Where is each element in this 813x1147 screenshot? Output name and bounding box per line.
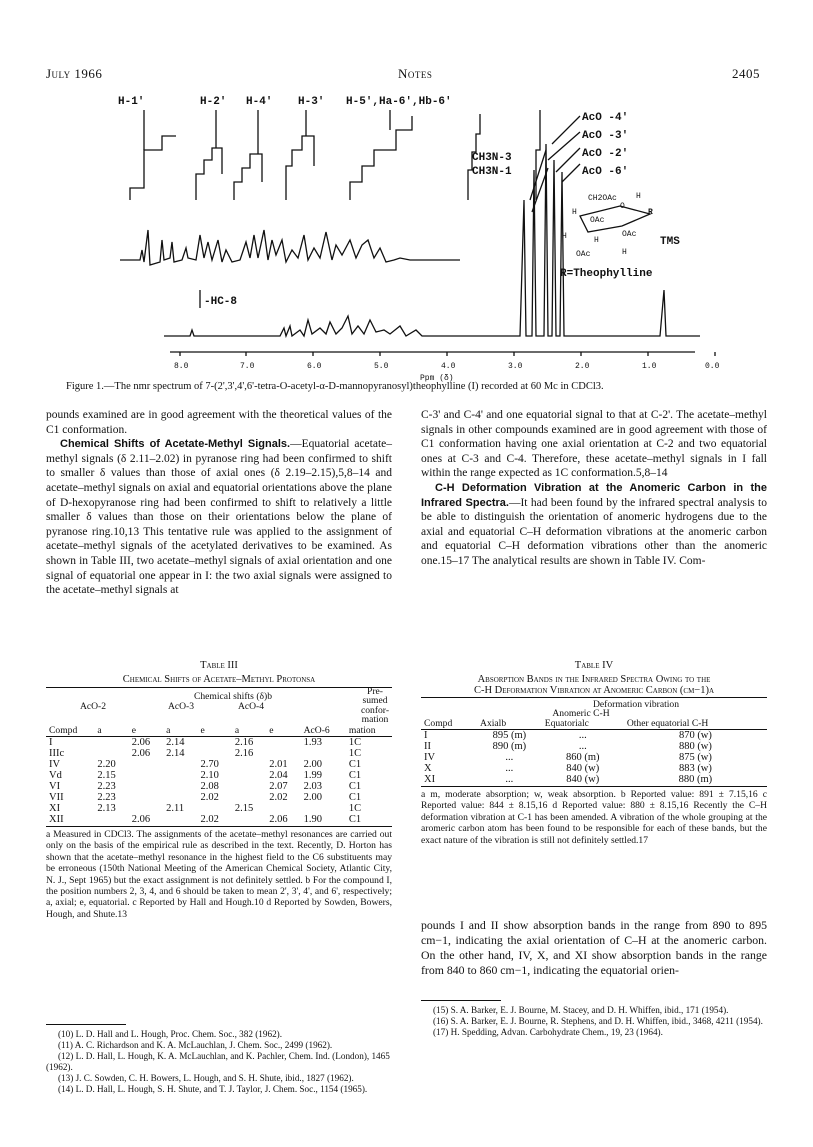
value-cell bbox=[197, 737, 231, 749]
value-cell: 840 (w) bbox=[566, 763, 600, 774]
struct-h3: H bbox=[562, 232, 567, 241]
table-iv bbox=[421, 660, 767, 846]
paragraph: pounds examined are in good agreement with the theoretical values of the C1 conformation. bbox=[46, 409, 392, 436]
value-cell: 1C bbox=[348, 737, 362, 748]
paragraph-body: —Equatorial acetate–methyl signals (δ 2.11–2.02) in pyranose ring had been confirmed to shift to smaller δ values than those of axial ones (δ 2.19–2.15),5,8–14 and acetate–methyl signals on axial and equatorial orientations above the plane of D-hexopyranose ring had been confirmed to shift to relatively a little smaller δ values than those on their orientations below the plane of pyranose ring.10,13 This tentative rule was applied to the assignment of acetate–methyl signals of the acetylated derivatives to be examined. As shown in Table III, two acetate–methyl signals of axial orientation and one signal of equatorial one appear in I: the two axial signals were assigned to the acetate–methyl signals at bbox=[46, 438, 392, 597]
peak-label-h4: H-4' bbox=[246, 96, 273, 108]
value-cell: ... bbox=[578, 741, 587, 752]
struct-h2: H bbox=[572, 208, 577, 217]
col-header: a bbox=[97, 725, 102, 736]
col-header: Axialb bbox=[480, 718, 507, 729]
hc8-label: -HC-8 bbox=[204, 296, 238, 308]
struct-o: O bbox=[620, 202, 625, 211]
value-cell: 890 (m) bbox=[492, 741, 527, 752]
value-cell: 1C bbox=[348, 748, 362, 759]
col-header: AcO-6 bbox=[303, 725, 330, 736]
value-cell: 2.06 bbox=[131, 748, 151, 759]
table-row bbox=[46, 814, 392, 825]
paragraph: C-3' and C-4' and one equatorial signal to that at C-2'. The acetate–methyl signals in other compounds examined are in good agreement with those of C1 conformation having one axial orientation at C-2 and two equatorial ones at C-3 and C-4. Therefore, these acetate–methyl signals in I fall within the range expected as 1C conformation.5,8–14 bbox=[421, 409, 767, 480]
value-cell bbox=[301, 748, 346, 759]
pre-header: Pre- sumed confor- mation bbox=[360, 686, 390, 726]
value-cell bbox=[129, 759, 163, 770]
table-label: Table IV bbox=[574, 660, 614, 671]
reference-item: (11) A. C. Richardson and K. A. McLauchlan, J. Chem. Soc., 2499 (1962). bbox=[58, 1040, 333, 1050]
section-heading: C-H Deformation Vibration at the Anomeric Carbon in the Infrared Spectra. bbox=[421, 481, 767, 509]
references-right bbox=[421, 1000, 767, 1038]
col-header: a bbox=[166, 725, 171, 736]
value-cell: 2.08 bbox=[200, 781, 219, 792]
value-cell: 870 (w) bbox=[678, 730, 712, 741]
table-row bbox=[46, 803, 392, 814]
value-cell bbox=[163, 814, 197, 825]
table-row bbox=[421, 741, 767, 752]
col-header: mation bbox=[348, 725, 376, 736]
table-header-row bbox=[46, 725, 392, 737]
value-cell: 2.06 bbox=[131, 814, 151, 825]
compound-cell: XII bbox=[49, 814, 64, 825]
table-title-line: C-H Deformation Vibration at Anomeric Carbon (cm−1)a bbox=[473, 685, 715, 696]
table-row bbox=[421, 763, 767, 774]
section-heading: Chemical Shifts of Acetate-Methyl Signals. bbox=[60, 438, 291, 451]
axis-tick: 3.0 bbox=[508, 362, 523, 371]
compound-cell: IV bbox=[424, 752, 436, 763]
struct-oac1: OAc bbox=[590, 216, 605, 225]
value-cell: 880 (m) bbox=[678, 774, 713, 785]
value-cell: 2.13 bbox=[97, 803, 116, 814]
value-cell: 875 (w) bbox=[678, 752, 712, 763]
table-header-row bbox=[421, 718, 767, 730]
acetyl-label-4: AcO -4' bbox=[582, 112, 629, 124]
compound-cell: I bbox=[49, 737, 53, 748]
value-cell: 2.02 bbox=[200, 792, 219, 803]
group-header: Chemical shifts (δ)b bbox=[193, 691, 273, 702]
value-cell: ... bbox=[505, 752, 514, 763]
col-header: e bbox=[200, 725, 205, 736]
tms-label: TMS bbox=[660, 236, 680, 248]
table-iv-grid bbox=[421, 718, 767, 785]
table-label: Table III bbox=[200, 660, 238, 671]
table-iii-grid bbox=[46, 725, 392, 825]
value-cell: 2.14 bbox=[166, 737, 185, 748]
value-cell bbox=[301, 803, 346, 814]
value-cell: C1 bbox=[348, 814, 362, 825]
value-cell: C1 bbox=[348, 759, 362, 770]
value-cell bbox=[232, 792, 266, 803]
value-cell: 2.07 bbox=[269, 781, 288, 792]
figure-caption: Figure 1.—The nmr spectrum of 7-(2',3',4',6'-tetra-O-acetyl-α-D-mannopyranosyl)theophylline (I) recorded at 60 Mc in CDCl3. bbox=[66, 381, 604, 392]
axis-tick: 7.0 bbox=[240, 362, 255, 371]
acetyl-label-6: AcO -6' bbox=[582, 166, 629, 178]
compound-cell: X bbox=[424, 763, 432, 774]
value-cell bbox=[232, 781, 266, 792]
table-row bbox=[421, 730, 767, 742]
value-cell: 860 (m) bbox=[565, 752, 600, 763]
value-cell bbox=[163, 759, 197, 770]
paragraph bbox=[421, 481, 767, 569]
value-cell: 2.70 bbox=[200, 759, 219, 770]
axis-tick: 2.0 bbox=[575, 362, 590, 371]
paragraph bbox=[46, 437, 392, 598]
reference-item: (17) H. Spedding, Advan. Carbohydrate Chem., 19, 23 (1964). bbox=[433, 1027, 663, 1037]
value-cell: 2.23 bbox=[97, 792, 116, 803]
peak-label-h5: H-5',Ha-6',Hb-6' bbox=[346, 96, 452, 108]
value-cell: ... bbox=[505, 774, 514, 785]
right-column-bottom bbox=[421, 918, 767, 978]
value-cell: 2.06 bbox=[269, 814, 288, 825]
axis-tick: 5.0 bbox=[374, 362, 389, 371]
acetyl-label-2: AcO -2' bbox=[582, 148, 629, 160]
value-cell: 1.90 bbox=[303, 814, 322, 825]
value-cell: 2.20 bbox=[97, 759, 116, 770]
col-header: Equatorialc bbox=[544, 718, 589, 729]
struct-oac3: OAc bbox=[576, 250, 591, 259]
table-row bbox=[46, 770, 392, 781]
page-number: 2405 bbox=[732, 66, 760, 81]
methyl-label-n3: CH3N-3 bbox=[472, 152, 512, 164]
running-header-section: Notes bbox=[398, 66, 433, 81]
table-row bbox=[46, 792, 392, 803]
value-cell: ... bbox=[505, 763, 514, 774]
reference-item: (16) S. A. Barker, E. J. Bourne, R. Stephens, and D. H. Whiffen, ibid., 3468, 4211 (1954). bbox=[433, 1016, 763, 1026]
paragraph-body: —It had been found by the infrared spectral analysis to be able to distinguish the orientation of anomeric hydrogens due to the axial and equatorial C–H deformation vibrations at the anomeric carbon and equatorial C–H deformation vibrations other than the anomeric one.15–17 The analytical results are shown in Table IV. Com- bbox=[421, 496, 767, 567]
value-cell: 2.03 bbox=[303, 781, 322, 792]
value-cell: ... bbox=[578, 730, 587, 741]
value-cell: 1.99 bbox=[303, 770, 322, 781]
value-cell: 2.14 bbox=[166, 748, 185, 759]
references-left bbox=[46, 1024, 392, 1095]
group-header: Deformation vibration bbox=[592, 699, 680, 710]
col-header: Compd bbox=[49, 725, 78, 736]
col-header: a bbox=[234, 725, 240, 736]
value-cell: 2.00 bbox=[303, 792, 322, 803]
table-row bbox=[46, 748, 392, 759]
peak-label-h1: H-1' bbox=[118, 96, 145, 108]
value-cell: 2.16 bbox=[234, 748, 254, 759]
value-cell: 2.15 bbox=[97, 770, 116, 781]
struct-oac2: OAc bbox=[622, 230, 637, 239]
paragraph: pounds I and II show absorption bands in the range from 890 to 895 cm−1, indicating the axial orientation of C–H at the anomeric carbon. On the other hand, IV, X, and XI show absorption bands in the range from 840 to 860 cm−1, indicating the equatorial orien- bbox=[421, 918, 767, 977]
sub-header: AcO-3 bbox=[167, 701, 195, 712]
value-cell: 2.00 bbox=[303, 759, 322, 770]
struct-h1: H bbox=[636, 192, 641, 201]
sub-header: AcO-2 bbox=[79, 701, 107, 712]
value-cell: C1 bbox=[348, 770, 362, 781]
sub-header: AcO-4 bbox=[237, 701, 265, 712]
table-title-line: Absorption Bands in the Infrared Spectra Owing to the bbox=[477, 674, 711, 685]
value-cell bbox=[232, 814, 266, 825]
compound-cell: II bbox=[424, 741, 431, 752]
acetyl-label-3: AcO -3' bbox=[582, 130, 629, 142]
value-cell: C1 bbox=[348, 792, 362, 803]
value-cell bbox=[94, 814, 128, 825]
reference-item: (13) J. C. Sowden, C. H. Bowers, L. Hough, and S. H. Shute, ibid., 1827 (1962). bbox=[58, 1073, 354, 1083]
value-cell: 2.11 bbox=[166, 803, 185, 814]
table-row bbox=[46, 759, 392, 770]
value-cell bbox=[163, 770, 197, 781]
axis-tick: 1.0 bbox=[642, 362, 657, 371]
compound-cell: Vd bbox=[49, 770, 62, 781]
table-header bbox=[421, 696, 767, 718]
value-cell bbox=[232, 770, 266, 781]
value-cell bbox=[266, 737, 300, 749]
value-cell: 1.93 bbox=[303, 737, 322, 748]
value-cell: 2.02 bbox=[269, 792, 288, 803]
compound-cell: I bbox=[424, 730, 428, 741]
axis-tick: 4.0 bbox=[441, 362, 456, 371]
table-footnote: a m, moderate absorption; w, weak absorption. b Reported value: 891 ± 7.15,16 c Reported value: 844 ± 8.15,16 d Reported value: 880 ± 8.15,16 Recently the C–H deformation vibration at C-1 has been amended. A vibration of the whole grouping at the aromeric carbon atom has been found to be responsible for each of these bands, but the exact nature of the vibration is still not definitely settled.17 bbox=[421, 789, 767, 846]
col-header: e bbox=[131, 725, 136, 736]
value-cell bbox=[163, 792, 197, 803]
value-cell bbox=[94, 737, 128, 749]
methyl-label-n1: CH3N-1 bbox=[472, 166, 512, 178]
value-cell: C1 bbox=[348, 781, 362, 792]
table-title: Chemical Shifts of Acetate–Methyl Protonsa bbox=[122, 674, 316, 685]
reference-item: (12) L. D. Hall, L. Hough, K. A. McLauchlan, and K. Pachler, Chem. Ind. (London), 1465 (1962). bbox=[46, 1051, 390, 1072]
value-cell: 895 (m) bbox=[492, 730, 527, 741]
struct-r: R bbox=[648, 208, 653, 217]
peak-label-h3: H-3' bbox=[298, 96, 325, 108]
value-cell bbox=[197, 748, 231, 759]
struct-h5: H bbox=[622, 248, 627, 257]
value-cell: 2.01 bbox=[269, 759, 288, 770]
axis-tick: 0.0 bbox=[705, 362, 720, 371]
running-header-date: July 1966 bbox=[46, 66, 103, 81]
table-row bbox=[421, 752, 767, 763]
table-row bbox=[46, 737, 392, 749]
axis-label: Ppm (δ) bbox=[420, 374, 454, 383]
table-row bbox=[421, 774, 767, 785]
compound-cell: XI bbox=[424, 774, 436, 785]
struct-h4: H bbox=[594, 236, 599, 245]
value-cell: 2.02 bbox=[200, 814, 219, 825]
col-header: Compd bbox=[424, 718, 453, 729]
value-cell bbox=[266, 803, 300, 814]
compound-cell: VII bbox=[49, 792, 64, 803]
sub-header: Anomeric C-H bbox=[552, 708, 610, 719]
value-cell bbox=[129, 770, 163, 781]
axis-tick: 6.0 bbox=[307, 362, 322, 371]
value-cell bbox=[129, 781, 163, 792]
value-cell: 840 (w) bbox=[566, 774, 600, 785]
table-row bbox=[46, 781, 392, 792]
reference-item: (10) L. D. Hall and L. Hough, Proc. Chem. Soc., 382 (1962). bbox=[58, 1029, 283, 1039]
value-cell: 2.06 bbox=[131, 737, 151, 748]
value-cell bbox=[94, 748, 128, 759]
reference-item: (14) L. D. Hall, L. Hough, S. H. Shute, and T. J. Taylor, J. Chem. Soc., 1154 (1965). bbox=[58, 1084, 368, 1094]
reference-item: (15) S. A. Barker, E. J. Bourne, M. Stacey, and D. H. Whiffen, ibid., 171 (1954). bbox=[433, 1005, 729, 1015]
value-cell bbox=[266, 748, 300, 759]
right-column bbox=[421, 408, 767, 569]
compound-cell: IV bbox=[49, 759, 61, 770]
left-column bbox=[46, 408, 392, 598]
value-cell: 1C bbox=[348, 803, 362, 814]
value-cell: 2.15 bbox=[234, 803, 254, 814]
value-cell: 2.16 bbox=[234, 737, 254, 748]
value-cell bbox=[232, 759, 266, 770]
col-header: e bbox=[269, 725, 274, 736]
value-cell: 2.10 bbox=[200, 770, 219, 781]
col-header: Other equatorial C-H bbox=[626, 718, 709, 729]
compound-cell: IIIc bbox=[49, 748, 65, 759]
value-cell bbox=[129, 792, 163, 803]
value-cell bbox=[163, 781, 197, 792]
value-cell: 2.04 bbox=[269, 770, 288, 781]
value-cell: 880 (w) bbox=[678, 741, 712, 752]
r-definition-label: R=Theophylline bbox=[560, 268, 653, 280]
nmr-spectrum-figure bbox=[100, 90, 760, 386]
value-cell: 2.23 bbox=[97, 781, 116, 792]
struct-ch2oac: CH2OAc bbox=[588, 194, 617, 203]
value-cell: 883 (w) bbox=[678, 763, 712, 774]
table-iii bbox=[46, 660, 392, 920]
compound-cell: XI bbox=[49, 803, 61, 814]
value-cell bbox=[197, 803, 231, 814]
value-cell bbox=[129, 803, 163, 814]
peak-label-h2: H-2' bbox=[200, 96, 227, 108]
table-header bbox=[46, 687, 392, 725]
table-footnote: a Measured in CDCl3. The assignments of the acetate–methyl resonances are carried out only on the basis of the empirical rule as described in the text. Recently, D. Horton has shown that the acetate–methyl resonance in the highest field to the C6 substituents may be erroneous (150th National Meeting of the American Chemical Society, Atlantic City, N. J., Sept 1965) but the exact assignment is not definitely settled. b For the compound I, the position numbers 2, 3, 4, and 6 should be taken to mean 2', 3', 4', and 6', respectively; a, axial; e, equatorial. c Reported by Hall and Hough.10 d Reported by Sowden, Bowers, Hough, and Shute.13 bbox=[46, 829, 392, 920]
axis-tick: 8.0 bbox=[174, 362, 189, 371]
compound-cell: VI bbox=[49, 781, 61, 792]
